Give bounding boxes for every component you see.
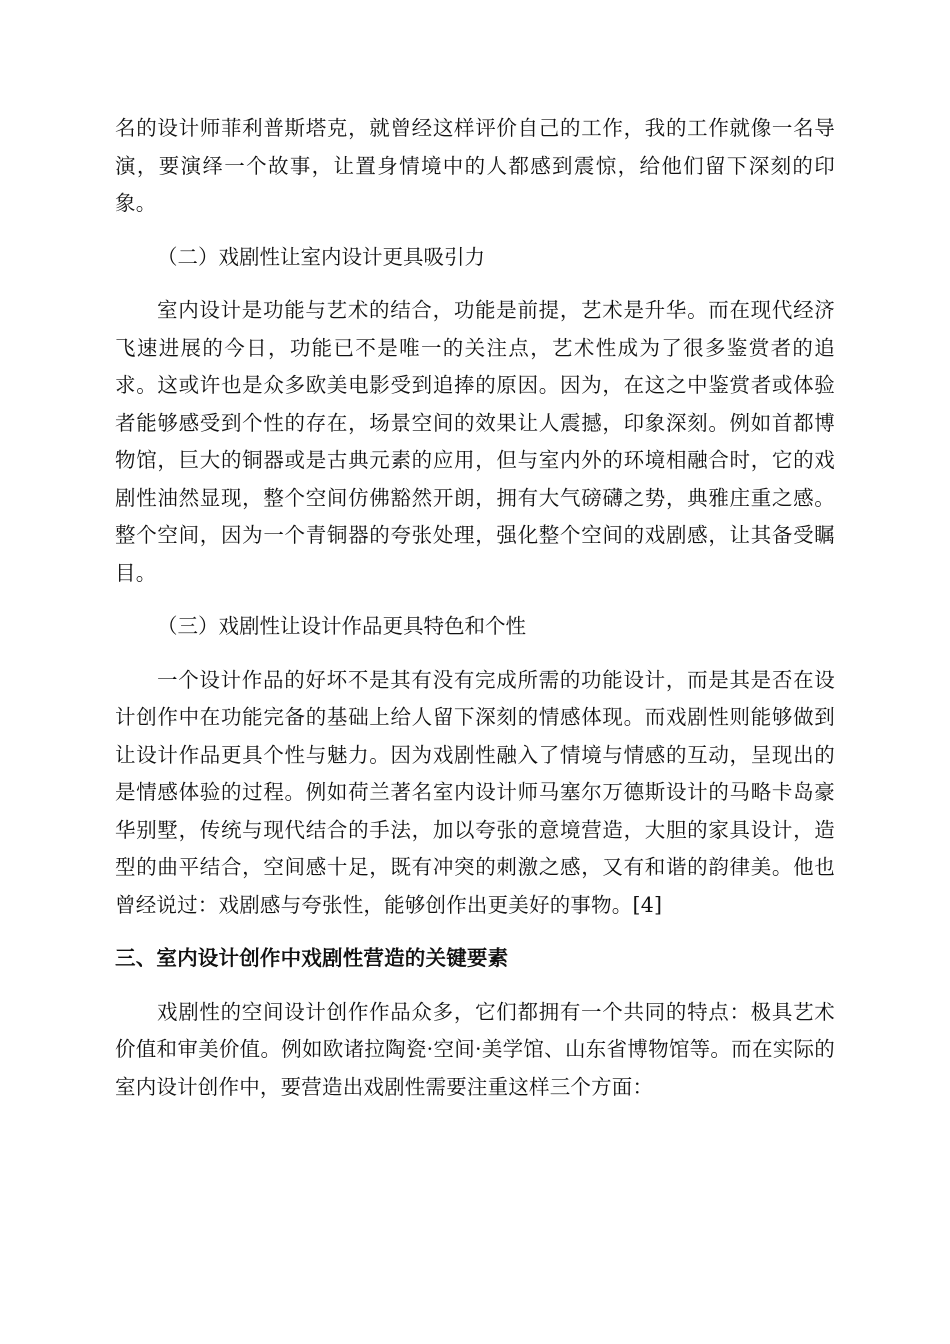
document-page <box>115 110 835 1106</box>
paragraph-intro: 名的设计师菲利普斯塔克，就曾经这样评价自己的工作，我的工作就像一名导演，要演绎一个故事，让置身情境中的人都感到震惊，给他们留下深刻的印象。 <box>115 116 835 215</box>
subheading-character: （三）戏剧性让设计作品更具特色和个性 <box>157 614 526 638</box>
paragraph-key-elements: 戏剧性的空间设计创作作品众多，它们都拥有一个共同的特点：极具艺术价值和审美价值。例如欧诸拉陶瓷·空间·美学馆、山东省博物馆等。而在实际的室内设计创作中，要营造出戏剧性需要注重这样三个方面： <box>115 999 835 1099</box>
paragraph-attraction: 室内设计是功能与艺术的结合，功能是前提，艺术是升华。而在现代经济飞速进展的今日，功能已不是唯一的关注点，艺术性成为了很多鉴赏者的追求。这或许也是众多欧美电影受到追捧的原因。因为，在这之中鉴赏者或体验者能够感受到个性的存在，场景空间的效果让人震撼，印象深刻。例如首都博物馆，巨大的铜器或是古典元素的应用，但与室内外的环境相融合时，它的戏剧性油然显现，整个空间仿佛豁然开朗，拥有大气磅礴之势，典雅庄重之感。整个空间，因为一个青铜器的夸张处理，强化整个空间的戏剧感，让其备受瞩目。 <box>115 298 835 585</box>
paragraph-character: 一个设计作品的好坏不是其有没有完成所需的功能设计，而是其是否在设计创作中在功能完备的基础上给人留下深刻的情感体现。而戏剧性则能够做到让设计作品更具个性与魅力。因为戏剧性融入了情境与情感的互动，呈现出的是情感体验的过程。例如荷兰著名室内设计师马塞尔万德斯设计的马略卡岛豪华别墅，传统与现代结合的手法，加以夸张的意境营造，大胆的家具设计，造型的曲平结合，空间感十足，既有冲突的刺激之感，又有和谐的韵律美。他也曾经说过：戏剧感与夸张性，能够创作出更美好的事物。[4] <box>115 667 835 917</box>
subheading-attraction: （二）戏剧性让室内设计更具吸引力 <box>157 244 485 269</box>
section-heading-key-elements: 三、室内设计创作中戏剧性营造的关键要素 <box>115 946 509 970</box>
